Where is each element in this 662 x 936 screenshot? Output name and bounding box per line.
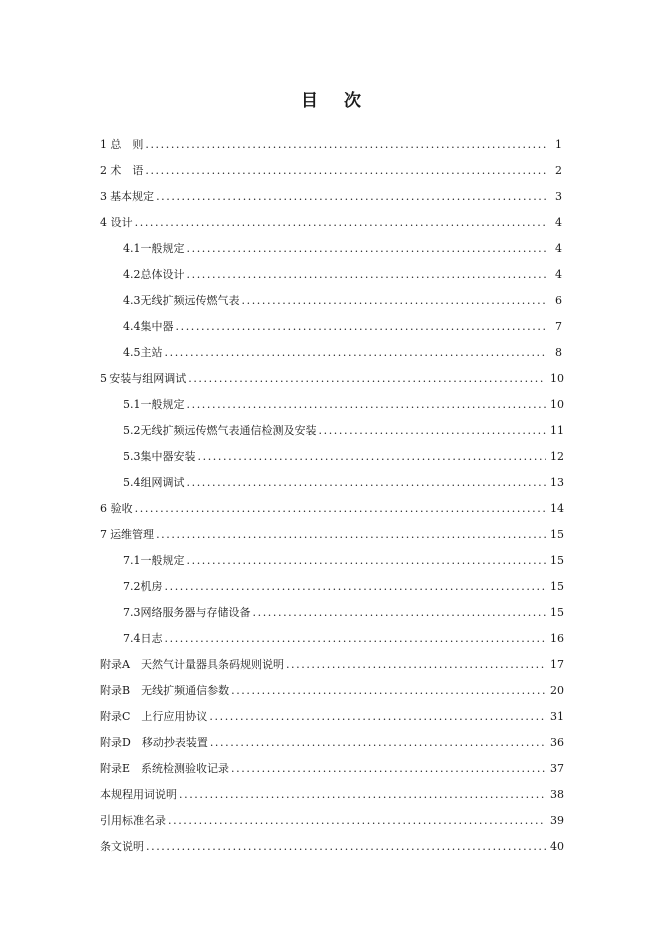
toc-entry-page: 3 <box>555 190 562 203</box>
toc-dot-leader <box>209 709 546 725</box>
toc-entry-page: 1 <box>555 138 562 151</box>
toc-entry-page: 37 <box>550 762 564 775</box>
toc-dot-leader <box>253 605 547 621</box>
toc-entry-page: 17 <box>550 658 564 671</box>
toc-entry-page: 15 <box>550 528 564 541</box>
toc-dot-leader <box>156 189 546 205</box>
toc-entry-page: 31 <box>550 710 564 723</box>
toc-entry-number: 5.2 <box>123 424 141 437</box>
toc-entry-page: 4 <box>555 242 562 255</box>
toc-entry-number: 7.2 <box>123 580 141 593</box>
toc-dot-leader <box>176 319 547 335</box>
title-char-1: 目 <box>301 91 318 111</box>
toc-entry-page: 8 <box>555 346 562 359</box>
toc-entry[interactable] <box>100 215 562 231</box>
toc-dot-leader <box>179 787 546 803</box>
toc-entry-number: 1 <box>100 138 107 151</box>
toc-entry[interactable] <box>100 683 562 699</box>
toc-entry[interactable] <box>100 787 562 803</box>
toc-entry[interactable] <box>123 605 562 621</box>
toc-entry-number: 4.3 <box>123 294 141 307</box>
toc-entry[interactable] <box>100 735 562 751</box>
toc-dot-leader <box>187 475 547 491</box>
toc-entry[interactable] <box>100 501 562 517</box>
toc-dot-leader <box>198 449 547 465</box>
toc-entry-page: 15 <box>550 554 564 567</box>
toc-entry-page: 36 <box>550 736 564 749</box>
toc-entry[interactable] <box>123 631 562 647</box>
toc-entry-label: 主站 <box>140 346 163 359</box>
toc-entry[interactable] <box>100 813 562 829</box>
toc-entry-number: 2 <box>100 164 107 177</box>
toc-entry-page: 12 <box>550 450 564 463</box>
toc-dot-leader <box>319 423 547 439</box>
toc-entry-label: 机房 <box>140 580 163 593</box>
toc-entry-page: 20 <box>550 684 564 697</box>
toc-dot-leader <box>146 839 546 855</box>
toc-entry-label: 集中器 <box>140 320 174 333</box>
toc-entry-number: 4.5 <box>123 346 141 359</box>
toc-entry-page: 11 <box>550 424 564 437</box>
toc-entry-label: 本规程用词说明 <box>100 788 177 801</box>
toc-entry[interactable] <box>100 371 562 387</box>
toc-entry-label: 设计 <box>110 216 133 229</box>
toc-entry-label: 无线扩频远传燃气表通信检测及安装 <box>140 424 317 437</box>
toc-entry[interactable] <box>100 839 562 855</box>
toc-entry-number: 5.4 <box>123 476 141 489</box>
toc-entry[interactable] <box>123 475 562 491</box>
toc-entry-label: 附录E 系统检测验收记录 <box>100 762 230 775</box>
toc-dot-leader <box>187 397 547 413</box>
toc-entry-label: 一般规定 <box>140 554 185 567</box>
toc-entry-page: 4 <box>555 216 562 229</box>
toc-entry-page: 38 <box>550 788 564 801</box>
toc-dot-leader <box>187 267 547 283</box>
toc-dot-leader <box>188 371 546 387</box>
toc-entry-label: 附录C 上行应用协议 <box>100 710 208 723</box>
toc-entry[interactable] <box>123 241 562 257</box>
toc-entry-number: 7.4 <box>123 632 141 645</box>
toc-entry-number: 7 <box>100 528 107 541</box>
toc-entry-label: 附录D 移动抄表装置 <box>100 736 208 749</box>
toc-entry-label: 附录B 无线扩频通信参数 <box>100 684 230 697</box>
toc-entry-number: 4.2 <box>123 268 141 281</box>
toc-entry-number: 4.1 <box>123 242 141 255</box>
toc-entry-page: 10 <box>550 372 564 385</box>
toc-entry-number: 4.4 <box>123 320 141 333</box>
toc-entry-page: 15 <box>550 580 564 593</box>
toc-entry-number: 3 <box>100 190 107 203</box>
toc-entry[interactable] <box>100 163 562 179</box>
toc-entry-label: 总 则 <box>110 138 144 151</box>
toc-dot-leader <box>145 137 546 153</box>
toc-entry-page: 7 <box>555 320 562 333</box>
toc-entry-number: 5 <box>100 372 107 385</box>
toc-entry[interactable] <box>100 709 562 725</box>
toc-entry[interactable] <box>123 553 562 569</box>
toc-entry[interactable] <box>100 657 562 673</box>
page-title <box>0 86 662 111</box>
toc-dot-leader <box>242 293 547 309</box>
toc-dot-leader <box>168 813 546 829</box>
toc-entry-label: 组网调试 <box>140 476 185 489</box>
toc-entry[interactable] <box>100 761 562 777</box>
toc-entry-label: 网络服务器与存储设备 <box>140 606 251 619</box>
toc-entry[interactable] <box>123 267 562 283</box>
toc-entry-number: 5.3 <box>123 450 141 463</box>
toc-dot-leader <box>135 215 546 231</box>
toc-entry-label: 验收 <box>110 502 133 515</box>
toc-entry-page: 14 <box>550 502 564 515</box>
toc-entry-label: 条文说明 <box>100 840 144 853</box>
toc-entry-label: 一般规定 <box>140 242 185 255</box>
toc-dot-leader <box>286 657 546 673</box>
toc-entry-page: 40 <box>550 840 564 853</box>
toc-entry-number: 4 <box>100 216 107 229</box>
toc-entry[interactable] <box>123 319 562 335</box>
toc-entry-label: 总体设计 <box>140 268 185 281</box>
toc-dot-leader <box>156 527 546 543</box>
title-char-2: 次 <box>344 91 361 111</box>
toc-entry[interactable] <box>123 449 562 465</box>
toc-entry-label: 集中器安装 <box>140 450 196 463</box>
toc-dot-leader <box>135 501 546 517</box>
toc-entry-label: 安装与组网调试 <box>109 372 187 385</box>
toc-entry[interactable] <box>100 527 562 543</box>
toc-entry-label: 基本规定 <box>110 190 155 203</box>
toc-entry-number: 7.1 <box>123 554 141 567</box>
toc-dot-leader <box>165 631 547 647</box>
toc-entry[interactable] <box>100 189 562 205</box>
toc-entry-label: 日志 <box>140 632 163 645</box>
toc-entry[interactable] <box>123 397 562 413</box>
toc-entry-page: 39 <box>550 814 564 827</box>
toc-dot-leader <box>145 163 546 179</box>
toc-entry-label: 附录A 天然气计量器具条码规则说明 <box>100 658 284 671</box>
toc-entry-page: 15 <box>550 606 564 619</box>
toc-dot-leader <box>187 241 547 257</box>
toc-entry[interactable] <box>123 293 562 309</box>
toc-entry-page: 2 <box>555 164 562 177</box>
toc-entry[interactable] <box>100 137 562 153</box>
toc-dot-leader <box>165 579 547 595</box>
toc-entry[interactable] <box>123 345 562 361</box>
toc-entry-label: 运维管理 <box>110 528 155 541</box>
toc-entry-label: 无线扩频远传燃气表 <box>140 294 240 307</box>
toc-entry-label: 一般规定 <box>140 398 185 411</box>
toc-entry-number: 7.3 <box>123 606 141 619</box>
toc-dot-leader <box>231 683 546 699</box>
toc-entry[interactable] <box>123 579 562 595</box>
toc-dot-leader <box>165 345 547 361</box>
toc-entry-page: 4 <box>555 268 562 281</box>
toc-entry-page: 16 <box>550 632 564 645</box>
toc-entry-number: 5.1 <box>123 398 141 411</box>
toc-entry-page: 10 <box>550 398 564 411</box>
toc-entry-label: 术 语 <box>110 164 144 177</box>
toc-entry-label: 引用标准名录 <box>100 814 166 827</box>
toc-dot-leader <box>210 735 546 751</box>
toc-entry-number: 6 <box>100 502 107 515</box>
toc-entry-page: 13 <box>550 476 564 489</box>
toc-entry-page: 6 <box>555 294 562 307</box>
toc-dot-leader <box>231 761 546 777</box>
toc-dot-leader <box>187 553 547 569</box>
toc-entry[interactable] <box>123 423 562 439</box>
